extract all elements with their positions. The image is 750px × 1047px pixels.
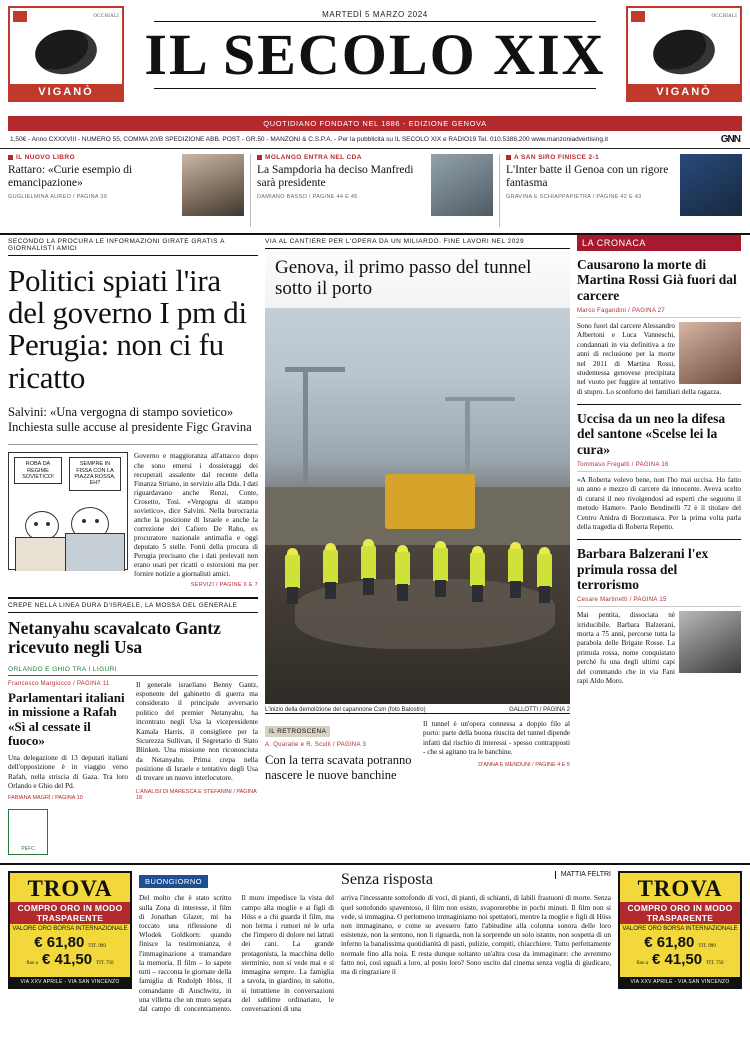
center-column [265,235,570,855]
trova-banner-right: COMPRO ORO IN MODO TRASPARENTE [620,902,740,924]
main-content [0,235,750,855]
bottom-strip [0,863,750,1014]
ad-brand-right: VIGANÒ [628,84,740,100]
netanyahu-byline: Francesco Margiocco / PAGINA 11 [8,680,110,687]
price-info-text: 1,50€ - Anno CXXXVIII - NUMERO 55, COMMA 20/B SPEDIZIONE ABB. POST - GR.50 - MANZONI & C.S.P.A. - Per la pubblicità su IL SECOLO XIX e RADIO19 Tel. 010.5388.200 www.manzoniadvertising.it [10,136,608,143]
cronaca-photo [679,322,741,384]
cronaca-photo [679,611,741,673]
trova-price1-right: € 61,80 [644,933,695,951]
trova-brand-right: TROVA [637,876,723,902]
buongiorno-column [139,871,334,1014]
trova-brand-left: TROVA [27,876,113,902]
trova-price2-right: € 41,50 [652,950,703,968]
teaser-kicker: MOLANGO ENTRA NEL CDA [257,154,426,161]
cronaca-body: «A Roberta volevo bene, non l'ho mai uccisa. Ho fatto un anno e mezzo di carcere da innocente. Aveva scelto di curarsi il neo rivolgendosi ad esperti che seguono il metodo Hamer». Paolo Bendinelli 72 è il titolare del Centro Anidra di Borzonasca. Per la prima volta parla della tragedia di Roberta Repetto. [577,476,741,531]
trova-price2-note-right: TIT. 750 [706,960,724,966]
teaser-item[interactable] [8,154,244,227]
square-bullet-icon [506,155,511,160]
teaser-byline: GRAVINA E SCHIAPPAPIETRA / PAGINE 42 E 43 [506,193,642,200]
buongiorno-body: Del molto che è stato scritto sulla Zona di interesse, il film di Jonathan Glazer, mi ha toccato una riflessione di Wlodek Goldkorn: quando finisce la testimonianza, è l'immaginazione a tramandare la memoria. Il film – lo sapete tutti – racconta le giornate della famiglia di Rudolph Höss, il comandante di Auschwitz, in una villetta che un muro separa dal campo di concentramento. Il muro impedisce la vista del campo alla moglie e ai figli di Höss e a chi guarda il film, ma non lerma i rumori né le urla che l'impero di dolore nei latrati dei cani. La grande protagonista, la macchina dello sterminio, non si vede mai e si immagina sempre. La famiglia a tavola, in giardino, in salotto, si intrattiene in conversazioni del sublime ordinariato, le conversazioni di una [139,894,334,1013]
lead-body-credit: SERVIZI / PAGINE 6 E 7 [190,582,258,589]
retroscena-credit: D'ANNA E MENDUNI / PAGINE 4 E 5 [478,762,570,769]
top-teaser-strip [0,149,750,235]
ad-viganò-right[interactable] [626,6,742,102]
teaser-headline: La Sampdoria ha deciso Manfredi sarà presidente [257,164,414,189]
netanyahu-subheadline: Parlamentari italiani in missione a Rafah «Sì al cessate il fuoco» [8,689,125,749]
netanyahu-credit-1: FABIANA MAGRÌ / PAGINA 10 [8,795,83,802]
cartoon-bubble-1: ROBA DA REGIME SOVIETICO! [14,457,62,484]
cronaca-item[interactable] [577,257,741,397]
cronaca-byline: Marco Fagandini / PAGINA 27 [577,308,741,318]
senza-risposta-author: MATTIA FELTRI [555,871,611,879]
pefc-label: PEFC [21,846,35,853]
cronaca-headline: Causarono la morte di Martina Rossi Già fuori dal carcere [577,257,737,303]
trova-line-right: VALORE ORO BORSA INTERNAZIONALE [622,926,738,933]
retroscena-body: Il tunnel è un'opera connessa a doppio filo al porto: parte della buona riuscita del tunnel dipende infatti dal rischio di interessi - spesso contrapposti - che si agitano tra le banchine. [423,720,570,757]
square-bullet-icon [8,155,13,160]
square-bullet-icon [257,155,262,160]
lead-eyebrow: SECONDO LA PROCURA LE INFORMAZIONI GIRATE GRATIS A GIORNALISTI AMICI [8,235,258,256]
teaser-item[interactable] [257,154,493,227]
founded-bar: QUOTIDIANO FONDATO NEL 1886 - EDIZIONE GENOVA [8,116,742,131]
lead-body: Governo e maggioranza all'attacco dopo che sono emersi i dossieraggi dei recuperati assalente dal recente della Finanza Striano, in servizio alla Dda. I dati riguardavano anche Renzi, Conte, Crosetto, Tosi. «Vergogna di stampo sovietico», dice Salvini. Nella burocrazia anche la posizione di Israele e anche la correzione dei Cafiero De Raho, ex procuratore nazionale antimafia e oggi deputato 5 stelle. Fonti della procura di Perugia precisano che i dati prelevati non erano usati per ricatti o estorsioni ma per fornire notizie a giornalisti amici. SERVIZI / PAGINE 6 E 7 [134,452,258,589]
photo-caption: L'inizio della demolizione del capannone Csm (foto Balostro) [265,707,426,713]
senza-risposta-column [341,871,611,1014]
trova-price2-label-right: fino a [636,960,649,966]
teaser-byline: GUGLIELMINA AUREO / PAGINA 39 [8,193,108,200]
netanyahu-body-right: Il generale israeliano Benny Gantz, esponente del gabinetto di guerra ma considerato il principale avversario politico del premier Netanyahu, ha incontrato negli Usa la vicepresidente Kamala Harris, il consigliere per la Sicurezza Sullivan, il Segretario di Stato Blinken. Una missione non riconosciuta da Netanyahu. Prima crepa nella posizione di Israele e tentativo degli Usa di trovare un nuovo interlocutore. [136,680,258,783]
retroscena-byline: A. Quaratie e R. Sculli / PAGINA 3 [265,742,367,748]
cronaca-headline: Uccisa da un neo la difesa del santone «Scelse lei la cura» [577,411,726,457]
photo-caption-row [265,704,570,714]
trova-line-left: VALORE ORO BORSA INTERNAZIONALE [12,926,128,933]
netanyahu-body-left: Una delegazione di 13 deputati italiani dell'opposizione è in viaggio verso Rafah, nella striscia di Gaza. Tra loro Orlando e Ghio del Pd. [8,753,128,790]
teaser-kicker: A SAN SIRO FINISCE 2-1 [506,154,675,161]
photo-headline: Genova, il primo passo del tunnel sotto il porto [275,257,532,300]
photo-title-overlay [265,249,570,308]
ad-top-label-left: OCCHIALI [93,13,119,19]
sunglasses-icon [650,26,718,78]
cronaca-item[interactable] [577,546,741,686]
trova-footer-right: VIA XXV APRILE - VIA SAN VINCENZO [620,977,740,987]
cronaca-section-header: LA CRONACA [577,235,741,251]
ad-brand-left: VIGANÒ [10,84,122,100]
netanyahu-headline: Netanyahu scavalcato Gantz ricevuto negli Usa [8,618,221,658]
senza-risposta-title: Senza risposta [341,871,433,889]
cronaca-body: Sono fuori dal carcere Alessandro Albertoni e Luca Vanneschi, condannati in via definitiva a tre anni di reclusione per la morte nel 2011 di Martina Rossi, studentessa genovese precipitata nel vuoto per fuggire al tentativo di stupro. Lo sconforto dei familiari della ragazza. [577,322,741,397]
teaser-item[interactable] [506,154,742,227]
right-column [577,235,741,855]
lead-headline: Politici spiati l'ira del governo I pm di Perugia: non ci fu ricatto [8,263,247,395]
ad-top-label-right: OCCHIALI [711,13,737,19]
editorial-cartoon [8,452,128,570]
teaser-byline: DAMIANO BASSO / PAGINE 44 E 45 [257,193,358,200]
sunglasses-icon [32,26,100,78]
photo-credit: GALLOTTI / PAGINA 2 [509,707,570,713]
center-eyebrow: VIA AL CANTIERE PER L'OPERA DA UN MILIARDO. FINE LAVORI NEL 2029 [265,235,570,249]
cronaca-body: Mai pentita, dissociata nè irriducibile. Barbara Balzerani, morta a 75 anni, percorse tutta la parabola delle Brigate Rosse. La primula rossa, nome conquistato perché fu una degli ultimi capi del commando che in via Fani rapì Aldo Moro. [577,611,741,686]
cronaca-headline: Barbara Balzerani l'ex primula rossa del terrorismo [577,546,709,593]
trova-price1-left: € 61,80 [34,933,85,951]
teaser-photo [680,154,742,216]
teaser-photo [182,154,244,216]
trova-price1-note-left: TIT. 999 [88,943,106,949]
cartoon-bubble-2: SEMPRE IN FISSA CON LA PIAZZA ROSSA, EH? [69,457,121,490]
lead-photo [265,249,570,704]
lead-subhead: Salvini: «Una vergogna di stampo sovietico» Inchiesta sulle accuse al presidente Figc Gravina [8,404,252,435]
cronaca-byline: Tommaso Fregatti / PAGINA 16 [577,462,741,472]
trova-price1-note-right: TIT. 999 [698,943,716,949]
gnn-logo: GNN [720,134,740,145]
retroscena-kicker: IL RETROSCENA [265,726,330,737]
masthead-center [124,6,626,89]
trova-price2-label-left: fino a [26,960,39,966]
cronaca-byline: Cesare Martinetti / PAGINA 15 [577,597,741,607]
netanyahu-credit-2: L'ANALISI DI MARESCA E STEFANINI / PAGINA 18 [136,788,257,801]
pefc-logo [8,809,48,855]
left-column [8,235,258,855]
ad-trova-left[interactable] [8,871,132,989]
netanyahu-eyebrow: CREPE NELLA LINEA DURA D'ISRAELE, LA MOSSA DEL GENERALE [8,597,258,613]
teaser-kicker: IL NUOVO LIBRO [8,154,177,161]
cronaca-item[interactable] [577,411,741,532]
price-info-bar [0,131,750,149]
netanyahu-section-kicker: ORLANDO E GHIO TRA I LIGURI [8,666,258,676]
issue-date: MARTEDÌ 5 MARZO 2024 [322,10,428,19]
trova-price2-left: € 41,50 [42,950,93,968]
cartoon-block [8,452,258,589]
ad-trova-right[interactable] [618,871,742,989]
ad-viganò-left[interactable] [8,6,124,102]
trova-price2-note-left: TIT. 750 [96,960,114,966]
teaser-headline: L'Inter batte il Genoa con un rigore fantasma [506,164,669,189]
retroscena-block [265,720,570,783]
trova-footer-left: VIA XXV APRILE - VIA SAN VINCENZO [10,977,130,987]
teaser-headline: Rattaro: «Curie esempio di emancipazione» [8,164,133,189]
senza-risposta-body: arriva l'incessante sottofondo di voci, di pianti, di schianti, di labili frastuoni di morte. Senza quel sottofondo spaventoso, il film non esiste, svaporerebbe in pochi minuti. Il film non si vede, si immagina. O perlomeno immaginiamo noi spettatori, mentre la moglie e figli di Höss non immaginano, e come se avessero fatto l'abitudine alla colonna sonora delle loro esistenze, non la sentono, non li riguarda, non la sorprende un solo istante, non sospetta di un inferno la banalissima quotidianità di pasti, pulizie, compiti, chiacchiere. Tutto perfettamente normale fino alla noia. E resta dunque soltanto un'altra cosa da immaginare: che avremmo fatto noi, così uguali a loro, al posto loro? Sono uscito dal cinema senza voglia di giudicare, ma di ringraziare il [341,894,611,977]
teaser-photo [431,154,493,216]
page-title: IL SECOLO XIX [144,22,606,87]
retroscena-headline: Con la terra scavata potranno nascere le nuove banchine [265,753,412,782]
buongiorno-tag: BUONGIORNO [139,875,208,888]
trova-banner-left: COMPRO ORO IN MODO TRASPARENTE [10,902,130,924]
masthead [0,0,750,112]
